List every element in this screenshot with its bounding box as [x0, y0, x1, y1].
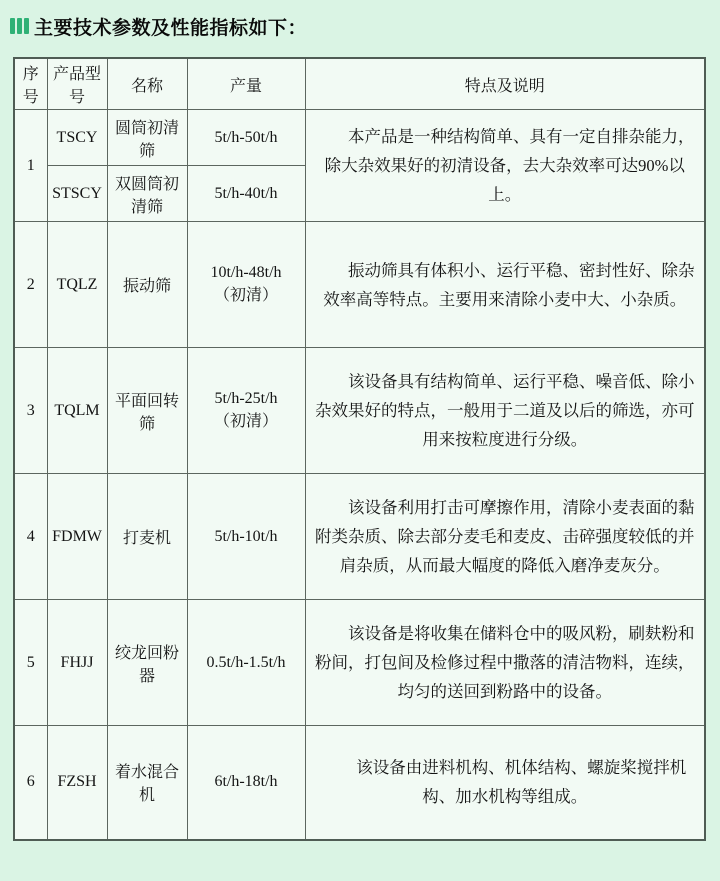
description-text: 该设备由进料机构、机体结构、螺旋桨搅拌机构、加水机构等组成。	[356, 758, 687, 807]
cell-serial: 1	[14, 110, 47, 222]
cell-serial: 6	[14, 726, 47, 840]
description-text: 该设备具有结构简单、运行平稳、噪音低、除小杂效果好的特点，一般用于二道及以后的筛选，亦可用来按粒度进行分级。	[315, 372, 695, 449]
cell-output	[187, 474, 305, 600]
output-range: 6t/h-18t/h	[214, 773, 278, 791]
table-row	[14, 726, 705, 840]
cell-model: TQLM	[47, 348, 107, 474]
description-text: 振动筛具有体积小、运行平稳、密封性好、除杂效率高等特点。主要用来清除小麦中大、小杂质。	[323, 260, 695, 309]
header-features: 特点及说明	[305, 58, 705, 110]
cell-output	[187, 726, 305, 840]
cell-name: 圆筒初清筛	[107, 110, 187, 166]
cell-output: 5t/h-40t/h	[187, 166, 305, 222]
header-name: 名称	[107, 58, 187, 110]
cell-name: 双圆筒初清筛	[107, 166, 187, 222]
table-header-row	[14, 58, 705, 110]
table-row	[14, 222, 705, 348]
cell-output	[187, 600, 305, 726]
cell-model: FZSH	[47, 726, 107, 840]
header-model: 产品型号	[47, 58, 107, 110]
cell-output	[187, 348, 305, 474]
description-text: 本产品是一种结构简单、具有一定自排杂能力，除大杂效果好的初清设备，去大杂效率可达90%以上。	[324, 127, 695, 204]
cell-model: STSCY	[47, 166, 107, 222]
output-range: 5t/h-25t/h	[214, 390, 278, 407]
cell-output	[187, 222, 305, 348]
cell-model: TSCY	[47, 110, 107, 166]
output-note: （初清）	[213, 413, 278, 430]
page-title: 主要技术参数及性能指标如下：	[34, 17, 308, 39]
description-text: 该设备是将收集在储料仓中的吸风粉，刷麸粉和粉间，打包间及检修过程中撒落的清洁物料，连续，均匀的送回到粉路中的设备。	[315, 624, 695, 701]
cell-description	[305, 726, 705, 840]
cell-name: 着水混合机	[107, 726, 187, 840]
table-row	[14, 110, 705, 166]
cell-serial: 3	[14, 348, 47, 474]
table-row	[14, 600, 705, 726]
output-note: （初清）	[213, 287, 278, 304]
cell-output: 5t/h-50t/h	[187, 110, 305, 166]
cell-name: 振动筛	[107, 222, 187, 348]
green-bars-icon	[10, 18, 29, 34]
table-row	[14, 474, 705, 600]
spec-table	[13, 57, 706, 841]
cell-description	[305, 222, 705, 348]
cell-name: 绞龙回粉器	[107, 600, 187, 726]
cell-serial: 5	[14, 600, 47, 726]
cell-name: 打麦机	[107, 474, 187, 600]
output-range: 5t/h-10t/h	[214, 527, 278, 545]
header-serial: 序号	[14, 58, 47, 110]
cell-description	[305, 348, 705, 474]
cell-model: FHJJ	[47, 600, 107, 726]
cell-description	[305, 474, 705, 600]
description-text: 该设备利用打击可摩擦作用，清除小麦表面的黏附类杂质、除去部分麦毛和麦皮、击碎强度较低的并肩杂质，从而最大幅度的降低入磨净麦灰分。	[315, 498, 695, 575]
section-title-row	[0, 0, 720, 42]
cell-serial: 2	[14, 222, 47, 348]
cell-name: 平面回转筛	[107, 348, 187, 474]
table-row	[14, 348, 705, 474]
cell-description	[305, 110, 705, 222]
cell-model: FDMW	[47, 474, 107, 600]
output-range: 10t/h-48t/h	[210, 264, 282, 281]
cell-description	[305, 600, 705, 726]
output-range: 0.5t/h-1.5t/h	[206, 653, 286, 671]
header-output: 产量	[187, 58, 305, 110]
cell-serial: 4	[14, 474, 47, 600]
cell-model: TQLZ	[47, 222, 107, 348]
